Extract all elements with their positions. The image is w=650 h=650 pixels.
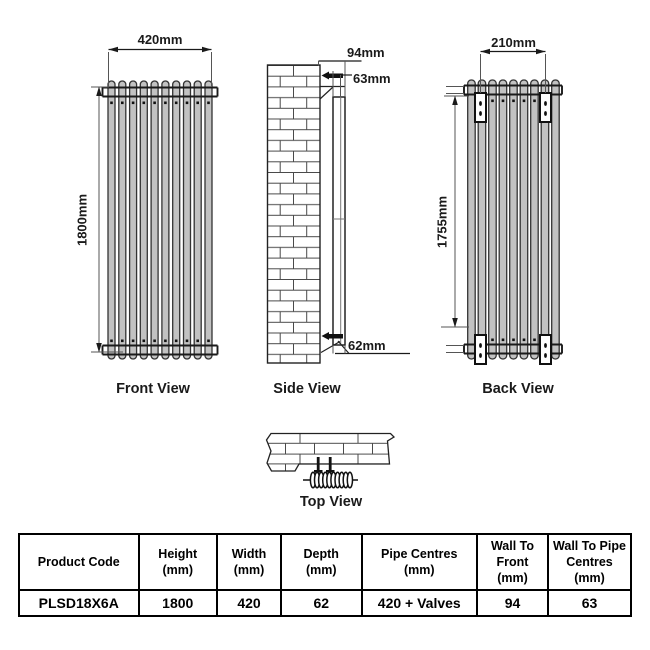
col-header-width: Width (mm): [217, 534, 281, 590]
spec-table-data-row: [19, 590, 631, 616]
cell-wall-to-front: 94: [477, 590, 548, 616]
back-view: [435, 35, 563, 397]
col-header-wall-to-pipe-centres: Wall To Pipe Centres (mm): [548, 534, 631, 590]
side-wall-to-pipe-dim-label: 63mm: [353, 71, 391, 86]
side-depth-dim-label: 62mm: [348, 338, 386, 353]
front-height-dim-label: 1800mm: [74, 193, 90, 247]
col-header-depth: Depth (mm): [281, 534, 362, 590]
back-pipe-centres-dim-label: 210mm: [491, 35, 536, 50]
col-header-pipe-centres: Pipe Centres (mm): [362, 534, 478, 590]
side-view-label: Side View: [273, 381, 341, 397]
cell-pipe-centres: 420 + Valves: [362, 590, 478, 616]
front-width-dim-label: 420mm: [137, 32, 183, 47]
front-width-dimension: [109, 32, 212, 87]
side-wall-to-pipe-dimension: [341, 71, 391, 97]
side-wall-to-front-dim-label: 94mm: [347, 45, 385, 60]
spec-table: [18, 533, 632, 617]
front-view-label: Front View: [116, 381, 190, 397]
back-height-dim-label: 1755mm: [434, 195, 450, 249]
back-view-label: Back View: [482, 381, 554, 397]
top-view-radiator-coil: [303, 472, 358, 488]
cell-product-code: PLSD18X6A: [19, 590, 139, 616]
brick-wall: [268, 65, 321, 363]
back-height-dimension: [435, 96, 470, 328]
side-view: [268, 45, 411, 397]
front-radiator-tubes: [108, 81, 212, 359]
front-view: [75, 32, 218, 397]
front-height-dimension: [75, 87, 124, 353]
top-view-label: Top View: [299, 494, 363, 510]
spec-table-header-row: [19, 534, 631, 590]
cell-wall-to-pipe-centres: 63: [548, 590, 631, 616]
side-radiator-slab: [333, 97, 345, 345]
col-header-height: Height (mm): [139, 534, 218, 590]
cell-width: 420: [217, 590, 281, 616]
col-header-wall-to-front: Wall To Front (mm): [477, 534, 548, 590]
col-header-product-code: Product Code: [19, 534, 139, 590]
top-view: [267, 434, 395, 511]
cell-height: 1800: [139, 590, 218, 616]
cell-depth: 62: [281, 590, 362, 616]
